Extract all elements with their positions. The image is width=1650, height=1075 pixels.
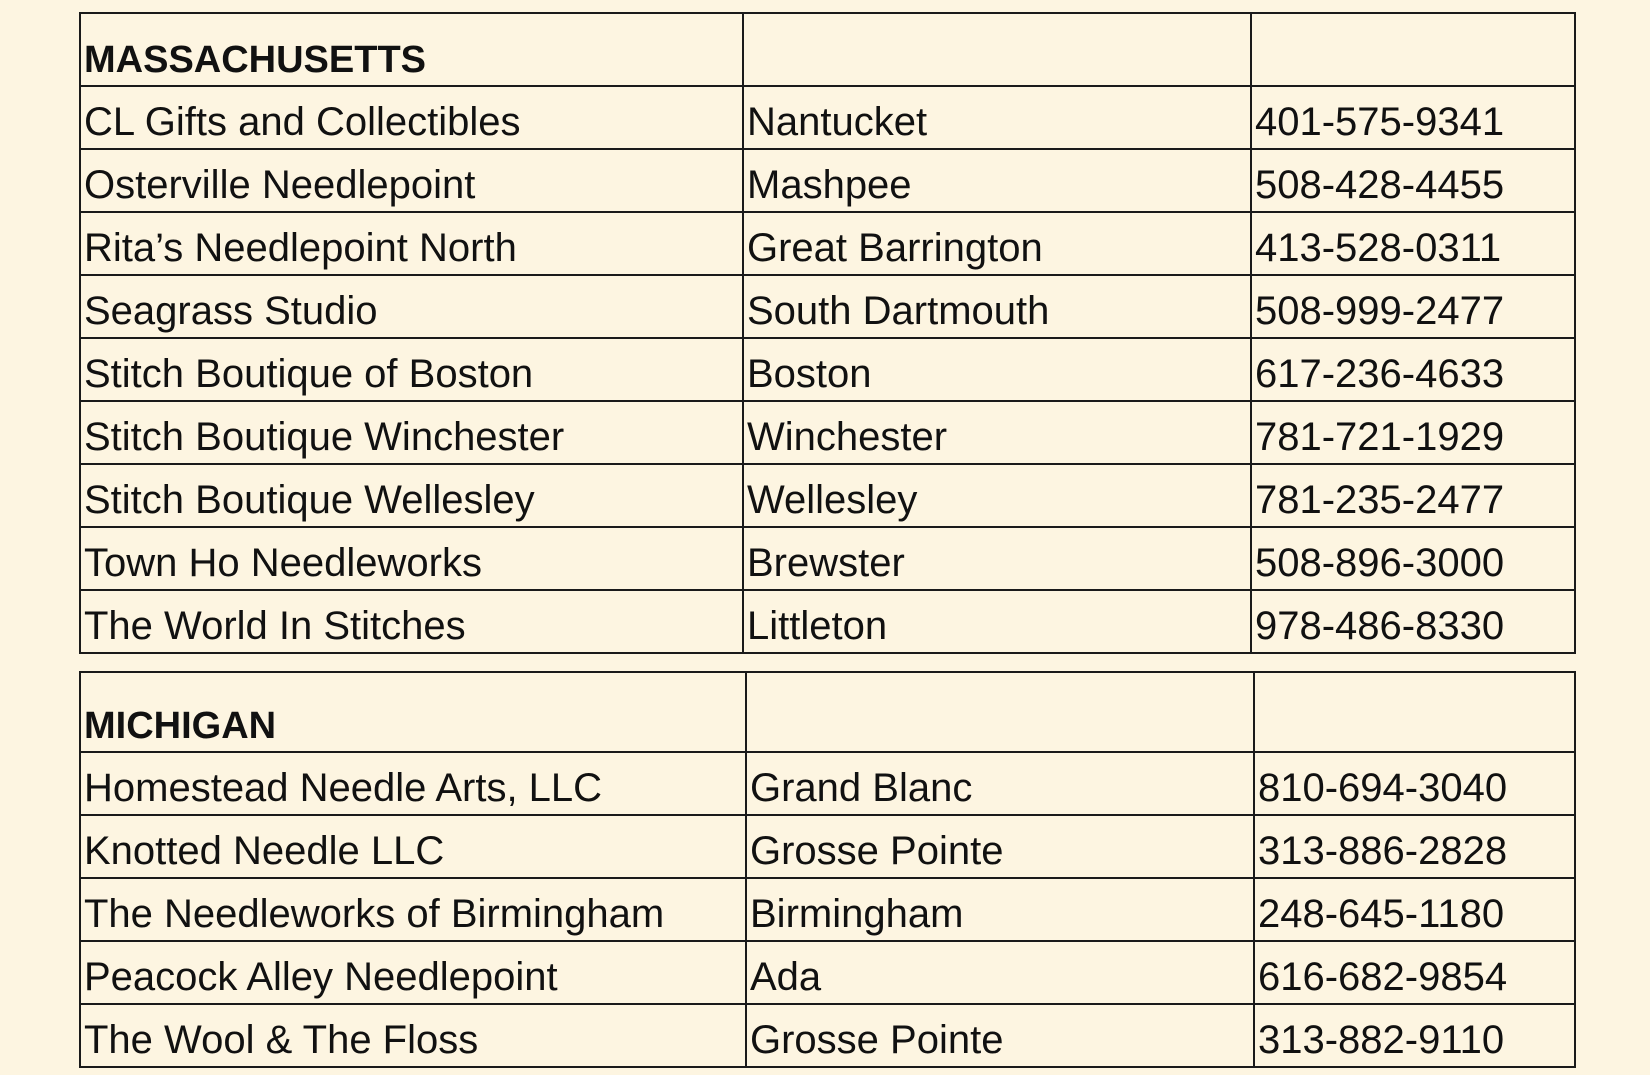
store-city: Ada bbox=[746, 941, 1254, 1004]
store-city: Grosse Pointe bbox=[746, 815, 1254, 878]
table-row bbox=[80, 527, 1575, 590]
store-city: Mashpee bbox=[743, 149, 1251, 212]
table-row bbox=[80, 878, 1575, 941]
store-name: Stitch Boutique Wellesley bbox=[80, 464, 743, 527]
state-heading: MICHIGAN bbox=[80, 672, 746, 752]
table-row bbox=[80, 464, 1575, 527]
store-name: Stitch Boutique Winchester bbox=[80, 401, 743, 464]
table-row bbox=[80, 275, 1575, 338]
store-name: Stitch Boutique of Boston bbox=[80, 338, 743, 401]
store-name: Seagrass Studio bbox=[80, 275, 743, 338]
table-row bbox=[80, 752, 1575, 815]
empty-cell bbox=[1251, 13, 1575, 86]
michigan-table bbox=[79, 671, 1576, 1068]
table-row bbox=[80, 815, 1575, 878]
store-phone: 248-645-1180 bbox=[1254, 878, 1575, 941]
table-row bbox=[80, 338, 1575, 401]
state-heading: MASSACHUSETTS bbox=[80, 13, 743, 86]
store-phone: 810-694-3040 bbox=[1254, 752, 1575, 815]
store-phone: 313-886-2828 bbox=[1254, 815, 1575, 878]
store-city: Great Barrington bbox=[743, 212, 1251, 275]
store-city: Littleton bbox=[743, 590, 1251, 653]
table-row bbox=[80, 1004, 1575, 1067]
store-phone: 781-721-1929 bbox=[1251, 401, 1575, 464]
store-name: The Needleworks of Birmingham bbox=[80, 878, 746, 941]
store-city: Boston bbox=[743, 338, 1251, 401]
store-name: Rita’s Needlepoint North bbox=[80, 212, 743, 275]
store-name: Town Ho Needleworks bbox=[80, 527, 743, 590]
store-phone: 616-682-9854 bbox=[1254, 941, 1575, 1004]
store-city: Wellesley bbox=[743, 464, 1251, 527]
store-city: Grosse Pointe bbox=[746, 1004, 1254, 1067]
table-row bbox=[80, 941, 1575, 1004]
store-city: South Dartmouth bbox=[743, 275, 1251, 338]
store-name: Knotted Needle LLC bbox=[80, 815, 746, 878]
store-name: The World In Stitches bbox=[80, 590, 743, 653]
store-name: CL Gifts and Collectibles bbox=[80, 86, 743, 149]
store-phone: 313-882-9110 bbox=[1254, 1004, 1575, 1067]
state-header-row bbox=[80, 13, 1575, 86]
empty-cell bbox=[746, 672, 1254, 752]
store-phone: 508-428-4455 bbox=[1251, 149, 1575, 212]
store-phone: 617-236-4633 bbox=[1251, 338, 1575, 401]
table-row bbox=[80, 401, 1575, 464]
table-row bbox=[80, 212, 1575, 275]
store-name: Peacock Alley Needlepoint bbox=[80, 941, 746, 1004]
store-city: Birmingham bbox=[746, 878, 1254, 941]
store-phone: 508-896-3000 bbox=[1251, 527, 1575, 590]
store-city: Winchester bbox=[743, 401, 1251, 464]
table-row bbox=[80, 86, 1575, 149]
store-phone: 978-486-8330 bbox=[1251, 590, 1575, 653]
table-row bbox=[80, 149, 1575, 212]
massachusetts-table bbox=[79, 12, 1576, 654]
store-phone: 781-235-2477 bbox=[1251, 464, 1575, 527]
empty-cell bbox=[1254, 672, 1575, 752]
store-name: The Wool & The Floss bbox=[80, 1004, 746, 1067]
store-city: Grand Blanc bbox=[746, 752, 1254, 815]
empty-cell bbox=[743, 13, 1251, 86]
store-phone: 401-575-9341 bbox=[1251, 86, 1575, 149]
store-name: Homestead Needle Arts, LLC bbox=[80, 752, 746, 815]
store-city: Nantucket bbox=[743, 86, 1251, 149]
store-phone: 413-528-0311 bbox=[1251, 212, 1575, 275]
state-header-row bbox=[80, 672, 1575, 752]
store-name: Osterville Needlepoint bbox=[80, 149, 743, 212]
store-city: Brewster bbox=[743, 527, 1251, 590]
table-row bbox=[80, 590, 1575, 653]
store-phone: 508-999-2477 bbox=[1251, 275, 1575, 338]
